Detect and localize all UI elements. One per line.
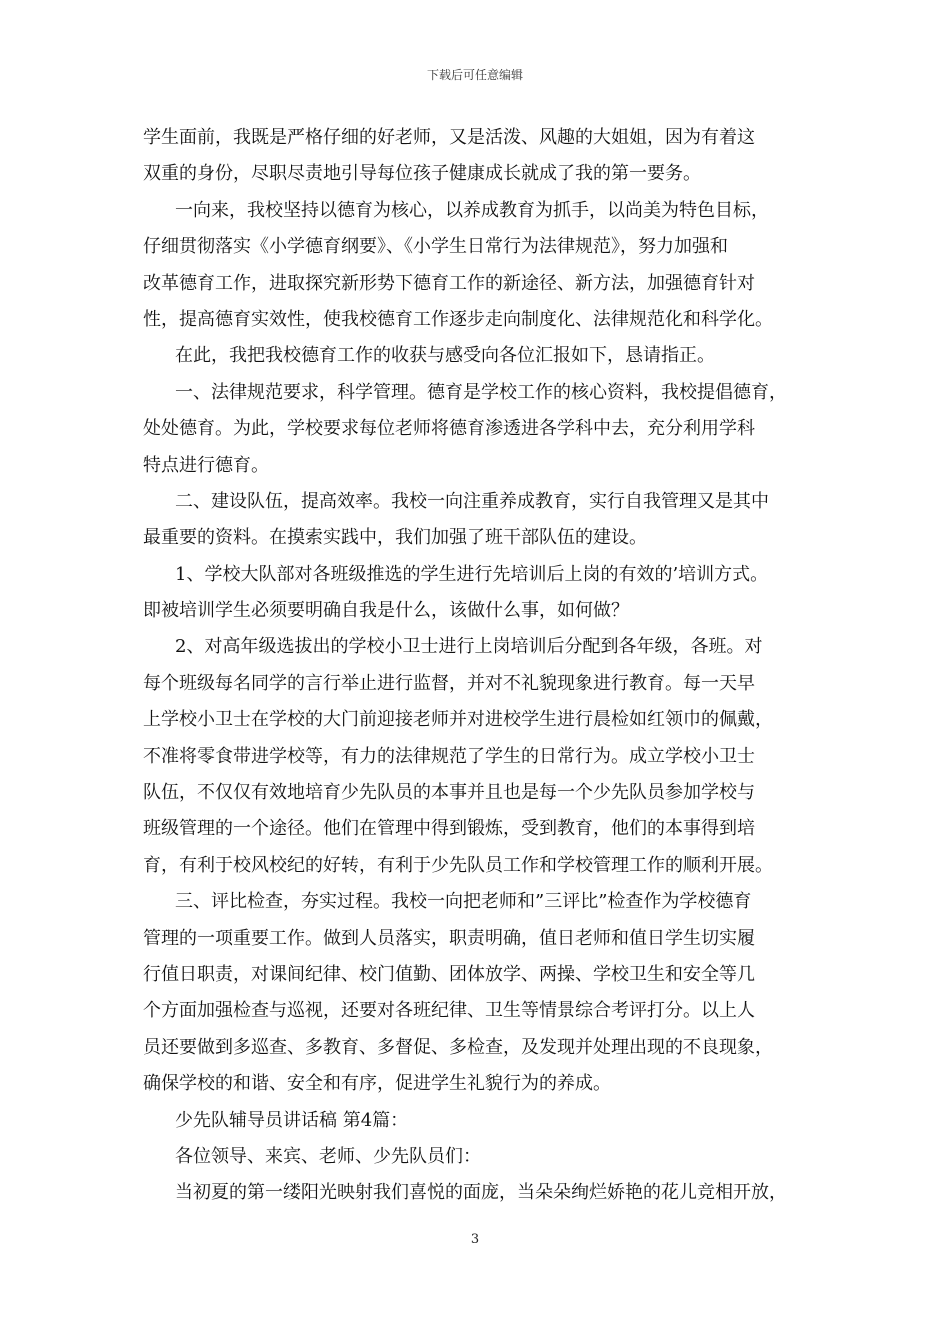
text-line: 育，有利于校风校纪的好转，有利于少先队员工作和学校管理工作的顺利开展。: [143, 854, 773, 876]
text-line: 少先队辅导员讲话稿 第4篇：: [175, 1109, 409, 1131]
text-line: 不准将零食带进学校等，有力的法律规范了学生的日常行为。成立学校小卫士: [143, 745, 755, 767]
text-line: 性，提高德育实效性，使我校德育工作逐步走向制度化、法律规范化和科学化。: [143, 308, 773, 330]
text-line: 行值日职责，对课间纪律、校门值勤、团体放学、两操、学校卫生和安全等几: [143, 963, 755, 985]
text-line: 二、建设队伍，提高效率。我校一向注重养成教育，实行自我管理又是其中: [175, 490, 769, 512]
text-line: 改革德育工作，进取探究新形势下德育工作的新途径、新方法，加强德育针对: [143, 272, 755, 294]
text-line: 双重的身份，尽职尽责地引导每位孩子健康成长就成了我的第一要务。: [143, 163, 701, 185]
text-line: 各位领导、来宾、老师、少先队员们：: [175, 1145, 481, 1167]
header-note: 下载后可任意编辑: [426, 68, 523, 82]
text-line: 员还要做到多巡查、多教育、多督促、多检查，及发现并处理出现的不良现象，: [143, 1036, 773, 1058]
text-line: 一、法律规范要求，科学管理。德育是学校工作的核心资料，我校提倡德育，: [175, 381, 787, 403]
text-line: 管理的一项重要工作。做到人员落实，职责明确，值日老师和值日学生切实履: [143, 927, 755, 949]
text-line: 1、学校大队部对各班级推选的学生进行先培训后上岗的有效的’培训方式。: [175, 563, 769, 585]
text-line: 三、评比检查，夯实过程。我校一向把老师和”三评比”检查作为学校德育: [175, 891, 752, 913]
text-line: 即被培训学生必须要明确自我是什么，该做什么事，如何做？: [143, 600, 629, 622]
text-line: 2、对高年级选拔出的学校小卫士进行上岗培训后分配到各年级，各班。对: [175, 636, 763, 658]
text-line: 学生面前，我既是严格仔细的好老师，又是活泼、风趣的大姐姐，因为有着这: [143, 127, 755, 148]
text-line: 班级管理的一个途径。他们在管理中得到锻炼，受到教育，他们的本事得到培: [143, 818, 755, 840]
document-body: [143, 120, 823, 1212]
text-line: 特点进行德育。: [143, 454, 269, 476]
text-line: 个方面加强检查与巡视，还要对各班纪律、卫生等情景综合考评打分。以上人: [143, 1000, 755, 1022]
text-line: 上学校小卫士在学校的大门前迎接老师并对进校学生进行晨检如红领巾的佩戴，: [143, 709, 773, 731]
text-line: 在此，我把我校德育工作的收获与感受向各位汇报如下，恳请指正。: [175, 345, 715, 367]
text-line: 当初夏的第一缕阳光映射我们喜悦的面庞，当朵朵绚烂娇艳的花儿竞相开放，: [175, 1182, 787, 1204]
text-line: 队伍，不仅仅有效地培育少先队员的本事并且也是每一个少先队员参加学校与: [143, 782, 755, 804]
text-line: 一向来，我校坚持以德育为核心，以养成教育为抓手，以尚美为特色目标，: [175, 199, 769, 221]
text-line: 确保学校的和谐、安全和有序，促进学生礼貌行为的养成。: [143, 1073, 611, 1095]
text-line: 每个班级每名同学的言行举止进行监督，并对不礼貌现象进行教育。每一天早: [143, 672, 755, 694]
text-line: 仔细贯彻落实《小学德育纲要》、《小学生日常行为法律规范》，努力加强和: [143, 236, 728, 258]
text-line: 最重要的资料。在摸索实践中，我们加强了班干部队伍的建设。: [143, 527, 647, 549]
text-line: 处处德育。为此，学校要求每位老师将德育渗透进各学科中去，充分利用学科: [143, 418, 755, 440]
page-number: 3: [470, 1232, 480, 1247]
